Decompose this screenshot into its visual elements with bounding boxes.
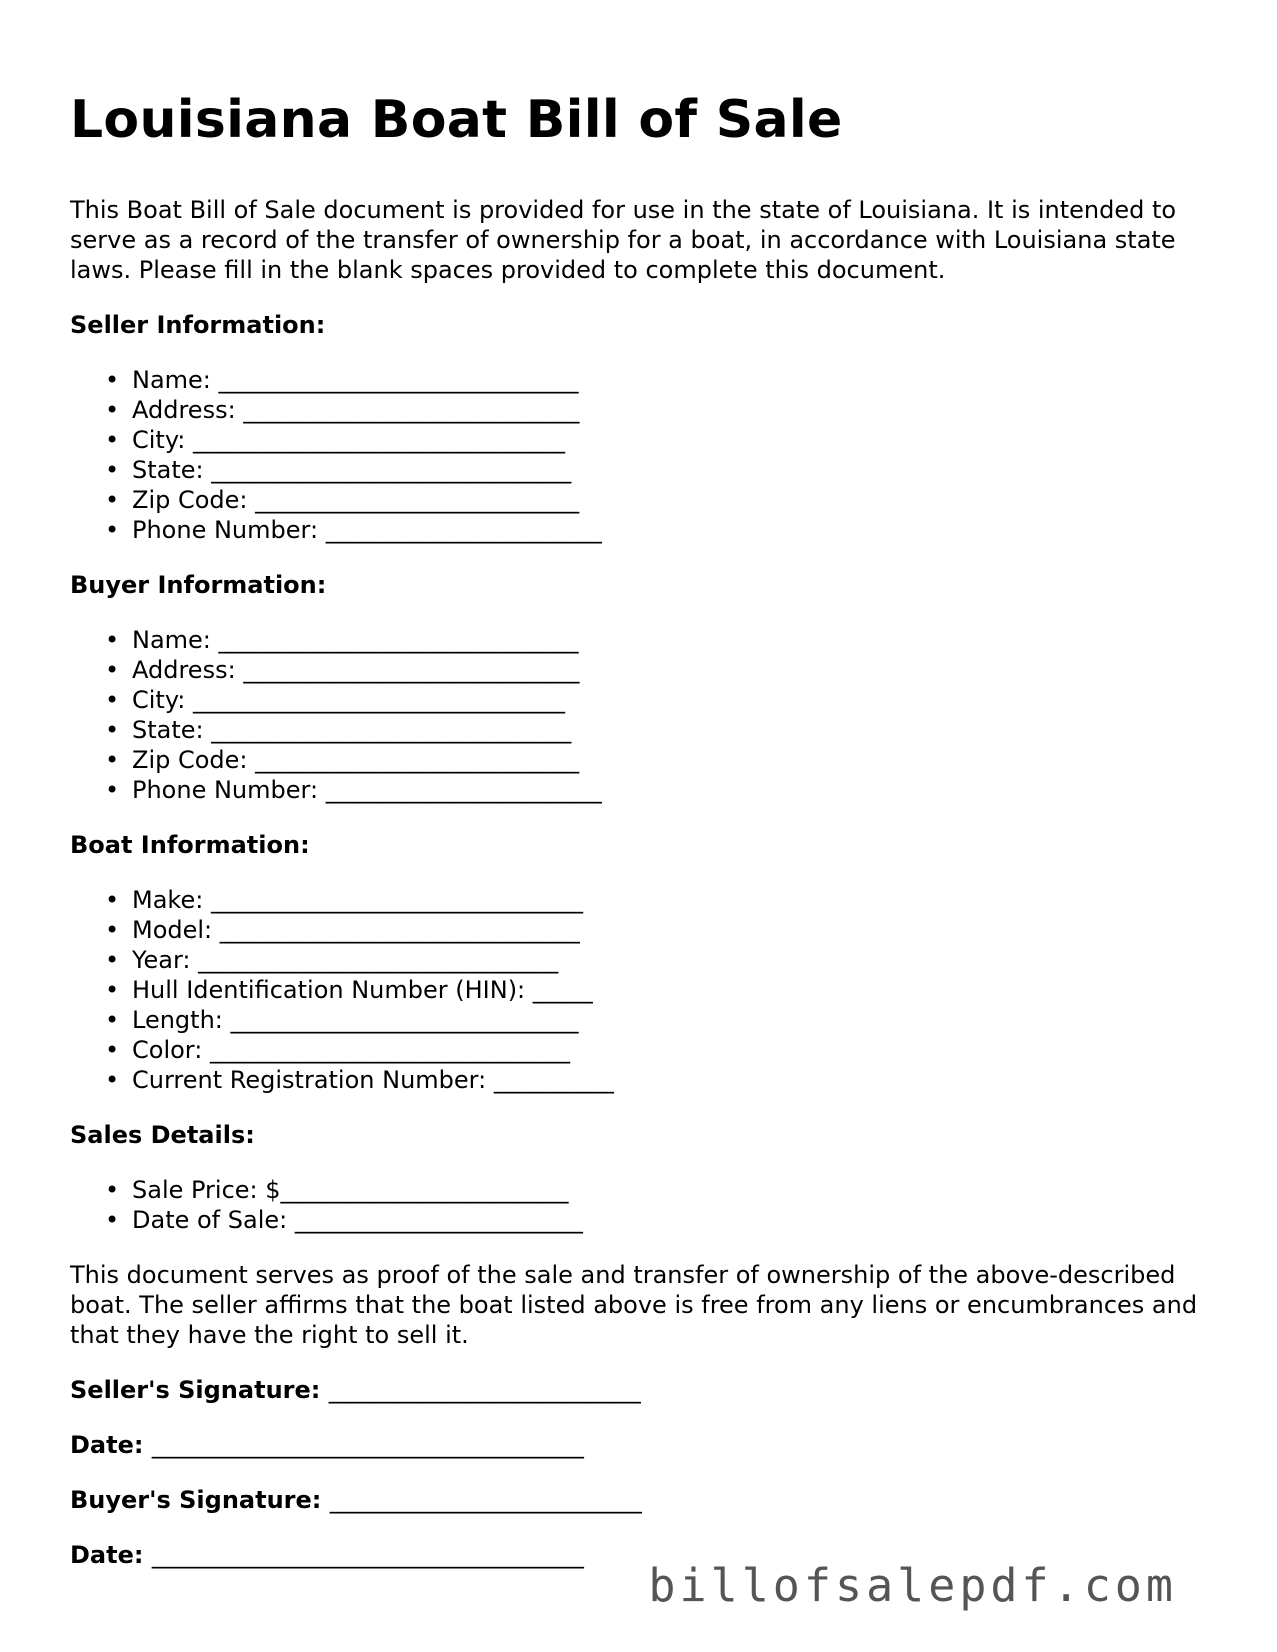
field-blank[interactable]: _______________________: [325, 516, 602, 544]
boat-registration-field[interactable]: [132, 1065, 1210, 1095]
field-blank[interactable]: ____________________________: [243, 396, 580, 424]
field-blank[interactable]: ______________________________: [198, 946, 559, 974]
document-page: [70, 85, 1210, 1570]
field-blank[interactable]: _______________________: [325, 776, 602, 804]
field-label: Address:: [132, 396, 236, 424]
field-blank[interactable]: _______________________________: [193, 426, 566, 454]
document-title: Louisiana Boat Bill of Sale: [70, 90, 843, 150]
field-label: State:: [132, 716, 204, 744]
field-blank[interactable]: ___________________________: [255, 746, 580, 774]
buyer-address-field[interactable]: [132, 655, 1210, 685]
field-blank[interactable]: _______________________________: [210, 886, 583, 914]
field-blank[interactable]: __________: [493, 1066, 614, 1094]
boat-model-field[interactable]: [132, 915, 1210, 945]
field-blank[interactable]: _____________________________: [230, 1006, 579, 1034]
buyer-phone-field[interactable]: [132, 775, 1210, 805]
intro-paragraph: This Boat Bill of Sale document is provided for use in the state of Louisiana. It is intended to serve as a record of the transfer of ownership for a boat, in accordance with Louisiana state laws. Please fill in the blank spaces provided to complete this document.: [70, 196, 1177, 284]
buyer-state-field[interactable]: [132, 715, 1210, 745]
field-label: Date:: [70, 1431, 144, 1459]
field-label: Current Registration Number:: [132, 1066, 487, 1094]
field-label: Year:: [132, 946, 191, 974]
boat-fields: [70, 885, 1210, 1095]
field-label: Phone Number:: [132, 516, 319, 544]
field-label: Seller's Signature:: [70, 1376, 321, 1404]
buyer-signature-field[interactable]: [70, 1485, 1210, 1515]
buyer-name-field[interactable]: [132, 625, 1210, 655]
field-label: Make:: [132, 886, 204, 914]
field-label: Date of Sale:: [132, 1206, 288, 1234]
seller-state-field[interactable]: [132, 455, 1210, 485]
boat-year-field[interactable]: [132, 945, 1210, 975]
field-label: Color:: [132, 1036, 203, 1064]
watermark: billofsalepdf.com: [648, 1559, 1177, 1612]
field-blank[interactable]: ______________________________: [218, 366, 579, 394]
boat-heading: Boat Information:: [70, 831, 310, 859]
field-blank[interactable]: ____________________________________: [151, 1541, 584, 1569]
seller-signature-field[interactable]: [70, 1375, 1210, 1405]
field-label: Address:: [132, 656, 236, 684]
boat-make-field[interactable]: [132, 885, 1210, 915]
field-blank[interactable]: ______________________________: [211, 456, 572, 484]
field-label: Buyer's Signature:: [70, 1486, 322, 1514]
field-blank[interactable]: _____: [532, 976, 593, 1004]
field-blank[interactable]: ______________________________: [218, 626, 579, 654]
field-blank[interactable]: __________________________: [328, 1376, 641, 1404]
boat-length-field[interactable]: [132, 1005, 1210, 1035]
field-label: Name:: [132, 626, 211, 654]
sales-heading: Sales Details:: [70, 1121, 255, 1149]
field-label: Hull Identification Number (HIN):: [132, 976, 526, 1004]
field-label: Length:: [132, 1006, 223, 1034]
field-blank[interactable]: ______________________________: [209, 1036, 570, 1064]
buyer-heading: Buyer Information:: [70, 571, 327, 599]
field-blank[interactable]: ____________________________________: [151, 1431, 584, 1459]
field-label: State:: [132, 456, 204, 484]
field-label: City:: [132, 426, 186, 454]
seller-zip-field[interactable]: [132, 485, 1210, 515]
sales-fields: [70, 1175, 1210, 1235]
sale-price-field[interactable]: [132, 1175, 1210, 1205]
sale-date-field[interactable]: [132, 1205, 1210, 1235]
field-blank[interactable]: ________________________: [280, 1176, 569, 1204]
seller-city-field[interactable]: [132, 425, 1210, 455]
field-blank[interactable]: ___________________________: [255, 486, 580, 514]
field-label: Sale Price: $: [132, 1176, 281, 1204]
field-blank[interactable]: ______________________________: [211, 716, 572, 744]
buyer-zip-field[interactable]: [132, 745, 1210, 775]
field-blank[interactable]: __________________________: [329, 1486, 642, 1514]
field-label: Zip Code:: [132, 486, 248, 514]
field-label: Model:: [132, 916, 213, 944]
seller-heading: Seller Information:: [70, 311, 326, 339]
field-blank[interactable]: ____________________________: [243, 656, 580, 684]
closing-paragraph: This document serves as proof of the sale and transfer of ownership of the above-described boat. The seller affirms that the boat listed above is free from any liens or encumbrances and that they have the right to sell it.: [70, 1261, 1198, 1349]
seller-phone-field[interactable]: [132, 515, 1210, 545]
field-blank[interactable]: ________________________: [294, 1206, 583, 1234]
field-label: Zip Code:: [132, 746, 248, 774]
seller-address-field[interactable]: [132, 395, 1210, 425]
buyer-city-field[interactable]: [132, 685, 1210, 715]
field-label: Date:: [70, 1541, 144, 1569]
field-blank[interactable]: _______________________________: [193, 686, 566, 714]
field-label: City:: [132, 686, 186, 714]
seller-date-field[interactable]: [70, 1430, 1210, 1460]
field-label: Name:: [132, 366, 211, 394]
boat-hin-field[interactable]: [132, 975, 1210, 1005]
field-blank[interactable]: ______________________________: [219, 916, 580, 944]
buyer-fields: [70, 625, 1210, 805]
seller-fields: [70, 365, 1210, 545]
boat-color-field[interactable]: [132, 1035, 1210, 1065]
field-label: Phone Number:: [132, 776, 319, 804]
seller-name-field[interactable]: [132, 365, 1210, 395]
